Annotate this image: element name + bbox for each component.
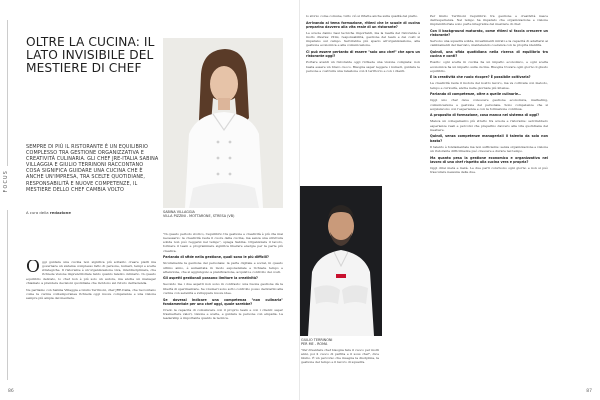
- paragraph: "Per diventare chef bisogna fare il cuoco per molti anni, poi il cuoco di partita e il sous chef", dice Giulio. È un percorso che insegna la disciplina, la gestione del tempo e il lavoro di squadra.: [301, 348, 379, 365]
- intro-paragraph: [26, 260, 156, 285]
- right-page: [300, 0, 600, 400]
- byline-name: redazione: [49, 210, 71, 215]
- question-heading: Arrivando al tema formazione, ritieni che le scuole di cucina preparino davvero alla vita reale di un ristorante?: [306, 20, 420, 29]
- caption-name: GIULIO TERRINONI: [301, 338, 333, 342]
- question-heading: Quindi, una sfida quotidiana nella ricerca di equilibrio tra cucina e conti?: [430, 50, 548, 59]
- sidebar-rule: [7, 210, 8, 380]
- text-column: [301, 348, 379, 390]
- caption-place: VILLA PIZZINI - MOTTARONE, STRESA (VB): [163, 214, 235, 219]
- question-heading: Ci può essere pertanto di essere "solo uno chef" che apra un ristorante oggi?: [306, 50, 420, 59]
- page-number-left: 86: [8, 389, 14, 394]
- drop-cap: O: [26, 260, 40, 277]
- question-heading: A proposito di formazione, cosa manca nel sistema di oggi?: [430, 113, 540, 118]
- question-heading: Parlando di sfide nella gestione, quali sono le più difficili?: [163, 255, 269, 260]
- paragraph: Oggi uno chef deve conoscere gestione economica, marketing, comunicazione e gestione del personale. Sono competenze che si acquisiscono con l'esperienza e con la formazione continua.: [430, 98, 548, 111]
- paragraph: Per Giulio Terrinoni l'equilibrio tra gestione e creatività nasce dall'esperienza. Nel tempo ha imparato che organizzazione e visione imprenditoriale sono parte integrante del mestiere di chef.: [430, 14, 548, 27]
- chef-photo-giulio: [300, 186, 382, 336]
- chef-portrait-illustration: [163, 38, 283, 208]
- paragraph: Credo la capacità di comunicare con il proprio team e con i clienti: saper trasmettere valori, visione e scelte, e guidare le persone con empatia. La leadership è importante quanto la tecnica.: [163, 307, 283, 321]
- question-heading: Ma quanto pesa la gestione economica e organizzativa nel lavoro di uno chef rispetto alla cucina vera e propria?: [430, 155, 548, 164]
- question-heading: Parlando di competenze, oltre a quelle culinarie…: [430, 92, 522, 97]
- question-heading: Gli aspetti gestionali possono limitare la creatività?: [163, 276, 258, 281]
- caption-place: PER ME - ROMA: [301, 342, 328, 347]
- paragraph: Sicuramente la gestione del personale: la parte digitale e social, in questo ultimo anno, è aumentata in modo esponenziale e richiede tempo e attenzione, che si aggiungono a pianificazione, acquisti e controllo dei costi.: [163, 261, 283, 274]
- paragraph: Esatto: ogni scelta in cucina ha un impatto economico, e ogni scelta economica ha un impatto sulla cucina. Bisogna trovare ogni giorno il giusto equilibrio.: [430, 60, 548, 73]
- paragraph: La creatività resta il motore del nostro lavoro, ma va coltivata con metodo, tempo e curiosità, anche nelle giornate più intense.: [430, 81, 548, 90]
- caption-name: SABINA VILLAGGIA: [163, 210, 195, 214]
- text-column: [306, 14, 420, 184]
- photo-caption-sabina: [163, 210, 283, 219]
- question-heading: Con il background maturato, come ritieni si faccia crescere un ristorante?: [430, 29, 548, 38]
- chef-photo-sabina: [163, 38, 283, 208]
- paragraph: ggi guidare una cucina non significa più soltanto creare piatti ma governare un sistema complesso fatto di persone, numeri, tempi e scelte strategiche. Il ristorante è un'organizzazione viva, interdisciplinare, che richiede visione imprenditoriale tanto quanto talento culinario. In questo equilibrio delicato, lo chef non è più solo un autore, ma anche un manager chiamato a prendere decisioni quotidiane che incidono sul futuro dell'azienda.: [26, 260, 156, 285]
- paragraph: lo sforzo come comune, tutto ciò si riflette anche sulla qualità del piatto.: [306, 14, 419, 18]
- question-heading: Quindi, senza competenze manageriali il talento da solo non basta?: [430, 134, 548, 143]
- paragraph: Ne parliamo con Sabina Villaggia e Giulio Terrinoni, chef JRE-Italia, che raccontano come la cucina contemporanea richieda oggi nuove competenze e una visione sempre più ampia del mestiere.: [26, 287, 156, 300]
- byline-prefix: A cura della: [26, 210, 49, 215]
- question-heading: E la creatività che ruolo ricopre? È possibile coltivarla?: [430, 75, 531, 80]
- article-headline: OLTRE LA CUCINA: IL LATO INVISIBILE DEL MESTIERE DI CHEF: [26, 35, 155, 76]
- question-heading: Se dovessi indicare una competenza "non culinaria" fondamentale per uno chef oggi, quale sarebbe?: [163, 297, 283, 306]
- text-column: [430, 14, 548, 390]
- byline: [26, 210, 71, 215]
- photo-caption-giulio: [301, 338, 381, 347]
- section-label: FOCUS: [4, 170, 9, 193]
- paragraph: Manca un collegamento più stretto tra scuola e ristorante: servirebbero esperienze reali e percorsi che preparino davvero alla vita quotidiana del mestiere.: [430, 119, 548, 132]
- paragraph: Le scuole danno basi tecniche importanti, ma la realtà del ristorante è molto diversa: ritmi, responsabilità, gestione del team e dei costi si imparano sul campo. Servirebbe più spazio all'organizzazione, alla gestione economica e alla comunicazione.: [306, 30, 420, 48]
- article-standfirst: SEMPRE DI PIÙ IL RISTORANTE È UN EQUILIBRIO COMPLESSO TRA GESTIONE ORGANIZZATIVA E CREATIVITÀ CULINARIA. GLI CHEF JRE-ITALIA SABINA VILLAGGIA E GIULIO TERRINONI RACCONTANO COSA SIGNIFICA GUIDARE UNA CUCINA CHE È ANCHE UN'IMPRESA, TRA SCELTE QUOTIDIANE, RESPONSABILITÀ E NUOVE COMPETENZE, IL MESTIERE DELLO CHEF CAMBIA VOLTO: [26, 144, 159, 193]
- paragraph: Portare avanti un ristorante oggi richiede una visione completa: non basta essere un bravo cuoco. Bisogna saper leggere i numeri, guidare le persone e costruire una relazione con il territorio e con i clienti.: [306, 60, 420, 73]
- paragraph: Oggi direi metà e metà. Le due parti convivono ogni giorno e non si può trascurare nessuna delle due.: [430, 165, 548, 174]
- text-column: [163, 232, 283, 388]
- paragraph: Il talento è fondamentale ma non sufficiente: senza organizzazione e visione un ristorante difficilmente può crescere e durare nel tempo.: [430, 144, 548, 153]
- text-column: [26, 260, 156, 388]
- sidebar-rule: [7, 20, 8, 166]
- paragraph: Servono una squadra solida, investimenti mirati e la capacità di adattarsi ai cambiamenti del mercato, mantenendo coerenza con la propria identità.: [430, 39, 548, 48]
- chef-portrait-illustration: [300, 186, 382, 336]
- paragraph: Secondo me i due aspetti non sono in contrasto: una buona gestione dà la libertà di sperimentare. Se i numeri sono sotto controllo posso dedicarmi alla cucina con serenità e sviluppare nuove idee.: [163, 282, 283, 295]
- page-number-right: 87: [586, 389, 592, 394]
- paragraph: "In questo periodo storico, l'equilibrio tra gestione e creatività è più che mai necessario: la creatività resta il cuore della cucina, ma senza una struttura solida non può reggersi nel tempo", spiega Sabina. Organizzare il lavoro, formare il team e programmare significa liberare energie per la parte più creativa.: [163, 232, 283, 253]
